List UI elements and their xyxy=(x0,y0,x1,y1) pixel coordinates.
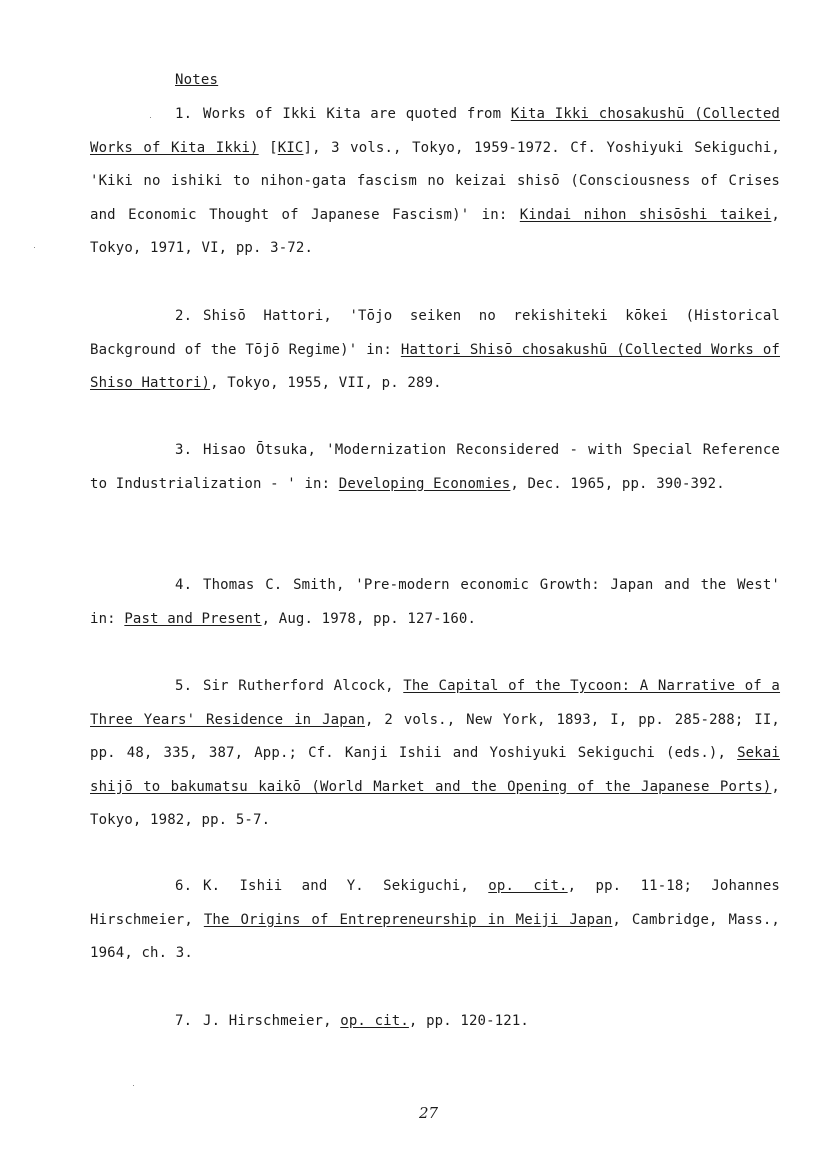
note-2 xyxy=(90,300,780,401)
note-title-underlined: KIC xyxy=(277,139,304,156)
note-text: , pp. 120-121. xyxy=(408,1013,530,1029)
note-text: , 2 vols., New York, 1893, I, pp. 285-288; II, pp. 48, 335, 387, App.; Cf. Kanji Ishii and Yoshiyuki Sekiguchi (eds.), xyxy=(90,711,780,761)
note-1 xyxy=(90,98,780,266)
note-text: , Tokyo, 1982, pp. 5-7. xyxy=(90,778,780,828)
note-title-underlined: Developing Economies xyxy=(338,475,511,492)
note-text: Sir Rutherford Alcock, xyxy=(203,678,404,694)
note-number: 5. xyxy=(175,678,193,694)
note-number: 1. xyxy=(175,106,193,122)
note-text: Works of Ikki Kita are quoted from xyxy=(203,106,511,122)
note-text: Hisao Ōtsuka, 'Modernization Reconsidered - with Special Reference to Industrialization - ' in: xyxy=(90,442,780,492)
notes-heading: Notes xyxy=(175,72,219,88)
note-text: J. Hirschmeier, xyxy=(203,1013,341,1029)
note-text: , Cambridge, Mass., 1964, ch. 3. xyxy=(90,911,781,961)
scan-speck xyxy=(34,247,35,248)
note-number: 6. xyxy=(175,878,193,894)
note-number: 3. xyxy=(175,442,193,458)
note-title-underlined: Past and Present xyxy=(124,610,262,627)
note-text: , Tokyo, 1971, VI, pp. 3-72. xyxy=(90,206,780,256)
note-number: 2. xyxy=(175,308,193,324)
note-6 xyxy=(90,870,780,971)
note-text: Thomas C. Smith, 'Pre-modern economic Growth: Japan and the West' in: xyxy=(90,577,780,627)
note-3 xyxy=(90,434,780,501)
note-7 xyxy=(90,1005,780,1039)
note-title-underlined: Kindai nihon shisōshi taikei xyxy=(519,206,772,223)
scan-speck xyxy=(133,1085,134,1086)
note-title-underlined: op. cit. xyxy=(488,878,568,894)
note-title-underlined: Hattori Shisō chosakushū (Collected Works of Shiso Hattori) xyxy=(90,341,780,391)
note-title-underlined: The Origins of Entrepreneurship in Meiji Japan xyxy=(203,911,613,928)
note-text: , Aug. 1978, pp. 127-160. xyxy=(261,610,477,627)
note-text: , Tokyo, 1955, VII, p. 289. xyxy=(210,375,442,391)
note-title-underlined: Sekai shijō to bakumatsu kaikō (World Market and the Opening of the Japanese Ports) xyxy=(90,745,780,795)
note-text: Shisō Hattori, 'Tōjo seiken no rekishiteki kōkei (Historical Background of the Tōjō Regime)' in: xyxy=(90,308,780,358)
note-number: 7. xyxy=(175,1013,193,1029)
note-title-underlined: op. cit. xyxy=(340,1013,409,1029)
note-text: , Dec. 1965, pp. 390-392. xyxy=(510,475,725,492)
note-title-underlined: Kita Ikki chosakushū (Collected Works of Kita Ikki) xyxy=(90,106,780,156)
page-number: 27 xyxy=(419,1104,439,1122)
note-4 xyxy=(90,569,780,636)
note-number: 4. xyxy=(175,577,193,593)
scan-speck xyxy=(150,117,151,118)
note-text: [ xyxy=(258,139,278,156)
note-5 xyxy=(90,670,780,838)
note-text: , pp. 11-18; Johannes Hirschmeier, xyxy=(90,878,780,928)
note-text: ], 3 vols., Tokyo, 1959-1972. Cf. Yoshiyuki Sekiguchi, 'Kiki no ishiki to nihon-gata fascism no keizai shisō (Consciousness of Crises and Economic Thought of Japanese Fascism)' in: xyxy=(90,139,780,223)
note-title-underlined: The Capital of the Tycoon: A Narrative of a Three Years' Residence in Japan xyxy=(90,678,781,728)
note-text: K. Ishii and Y. Sekiguchi, xyxy=(203,878,489,894)
